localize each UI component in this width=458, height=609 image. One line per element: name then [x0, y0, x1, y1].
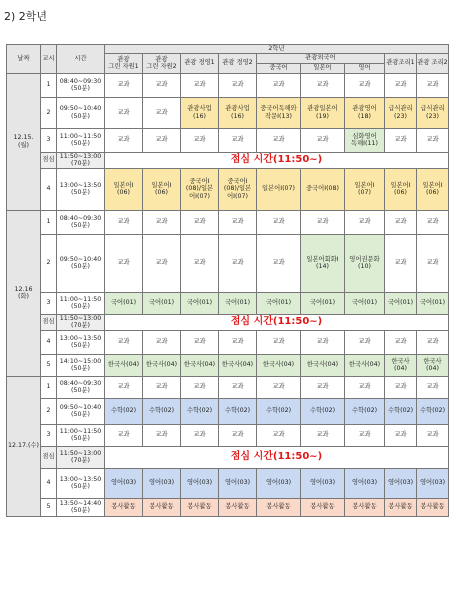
lunch-row	[7, 152, 449, 168]
class-cell: 교과	[417, 234, 449, 292]
class-cell: 교과	[301, 376, 345, 398]
period-cell: 2	[41, 97, 57, 128]
class-cell: 교과	[345, 376, 385, 398]
class-cell: 교과	[417, 210, 449, 234]
class-cell: 급식관리 (23)	[385, 97, 417, 128]
class-cell: 한국사(04)	[257, 354, 301, 376]
period-row	[7, 468, 449, 498]
class-cell: 관광영어 (18)	[345, 97, 385, 128]
class-cell: 교과	[105, 210, 143, 234]
header-time: 시간	[57, 45, 105, 74]
period-row	[7, 376, 449, 398]
class-cell: 교과	[385, 128, 417, 152]
class-cell: 교과	[143, 210, 181, 234]
class-cell: 국어(01)	[345, 292, 385, 314]
time-cell: 11:00~11:50 (50분)	[57, 424, 105, 446]
time-cell: 09:50~10:40 (50분)	[57, 398, 105, 424]
class-cell: 영어(03)	[417, 468, 449, 498]
header-col-1: 관광 그린 자원2	[143, 53, 181, 73]
period-cell: 5	[41, 354, 57, 376]
class-cell: 일본어Ⅰ (06)	[385, 168, 417, 210]
class-cell: 수학(02)	[257, 398, 301, 424]
period-cell: 3	[41, 292, 57, 314]
class-cell: 교과	[345, 73, 385, 97]
class-cell: 심화영어 독해Ⅰ(11)	[345, 128, 385, 152]
class-cell: 교과	[219, 128, 257, 152]
period-cell: 점심	[41, 446, 57, 468]
class-cell: 교과	[143, 424, 181, 446]
class-cell: 중국어Ⅰ (08)/일본 어Ⅰ(07)	[181, 168, 219, 210]
class-cell: 영어(03)	[345, 468, 385, 498]
period-row	[7, 97, 449, 128]
class-cell: 교과	[417, 73, 449, 97]
period-cell: 2	[41, 234, 57, 292]
class-cell: 교과	[219, 376, 257, 398]
header-date: 날짜	[7, 45, 41, 74]
period-cell: 1	[41, 376, 57, 398]
time-cell: 13:00~13:50 (50분)	[57, 468, 105, 498]
class-cell: 국어(01)	[301, 292, 345, 314]
time-cell: 13:00~13:50 (50분)	[57, 330, 105, 354]
header-foreign-group: 관광외국어	[257, 53, 385, 63]
period-cell: 1	[41, 210, 57, 234]
class-cell: 국어(01)	[105, 292, 143, 314]
class-cell: 교과	[219, 210, 257, 234]
class-cell: 교과	[143, 234, 181, 292]
time-cell: 08:40~09:30 (50분)	[57, 210, 105, 234]
class-cell: 급식관리 (23)	[417, 97, 449, 128]
page-title: 2) 2학년	[4, 10, 48, 23]
class-cell: 영어(03)	[257, 468, 301, 498]
class-cell: 중국어Ⅰ(08)	[301, 168, 345, 210]
class-cell: 일본어Ⅰ (07)	[345, 168, 385, 210]
class-cell: 교과	[385, 210, 417, 234]
class-cell: 교과	[417, 376, 449, 398]
lunch-time-label: 점심 시간(11:50~)	[105, 446, 449, 468]
class-cell: 교과	[257, 234, 301, 292]
period-row	[7, 354, 449, 376]
period-cell: 점심	[41, 314, 57, 330]
class-cell: 교과	[417, 424, 449, 446]
period-cell: 3	[41, 424, 57, 446]
time-cell: 08:40~09:30 (50분)	[57, 73, 105, 97]
class-cell: 봉사활동	[301, 498, 345, 516]
time-cell: 08:40~09:30 (50분)	[57, 376, 105, 398]
header-period: 교시	[41, 45, 57, 74]
class-cell: 교과	[257, 210, 301, 234]
class-cell: 관광일본어 (19)	[301, 97, 345, 128]
class-cell: 교과	[257, 424, 301, 446]
class-cell: 교과	[345, 424, 385, 446]
class-cell: 교과	[143, 330, 181, 354]
class-cell: 영어(03)	[219, 468, 257, 498]
class-cell: 국어(01)	[219, 292, 257, 314]
time-cell: 13:00~13:50 (50분)	[57, 168, 105, 210]
class-cell: 교과	[181, 376, 219, 398]
period-row	[7, 498, 449, 516]
class-cell: 수학(02)	[301, 398, 345, 424]
class-cell: 봉사활동	[219, 498, 257, 516]
class-cell: 영어(03)	[385, 468, 417, 498]
period-cell: 4	[41, 330, 57, 354]
time-cell: 11:50~13:00 (70분)	[57, 446, 105, 468]
period-row	[7, 330, 449, 354]
class-cell: 교과	[143, 128, 181, 152]
class-cell: 수학(02)	[219, 398, 257, 424]
time-cell: 13:50~14:40 (50분)	[57, 498, 105, 516]
class-cell: 한국사(04)	[143, 354, 181, 376]
class-cell: 교과	[385, 424, 417, 446]
class-cell: 교과	[301, 73, 345, 97]
time-cell: 14:10~15:00 (50분)	[57, 354, 105, 376]
class-cell: 영어(03)	[143, 468, 181, 498]
period-cell: 3	[41, 128, 57, 152]
period-row	[7, 234, 449, 292]
class-cell: 국어(01)	[257, 292, 301, 314]
period-row	[7, 292, 449, 314]
class-cell: 일본어Ⅰ(07)	[257, 168, 301, 210]
date-cell: 12.16 (화)	[7, 210, 41, 376]
header-col-5: 일본어	[301, 63, 345, 73]
class-cell: 교과	[105, 330, 143, 354]
class-cell: 국어(01)	[181, 292, 219, 314]
class-cell: 교과	[143, 376, 181, 398]
class-cell: 교과	[181, 234, 219, 292]
class-cell: 한국사(04)	[417, 354, 449, 376]
class-cell: 봉사활동	[345, 498, 385, 516]
class-cell: 수학(02)	[181, 398, 219, 424]
period-row	[7, 398, 449, 424]
class-cell: 교과	[301, 210, 345, 234]
class-cell: 교과	[417, 330, 449, 354]
header-col-6: 영어	[345, 63, 385, 73]
class-cell: 일본어Ⅰ (06)	[417, 168, 449, 210]
period-cell: 5	[41, 498, 57, 516]
class-cell: 교과	[181, 128, 219, 152]
time-cell: 09:50~10:40 (50분)	[57, 234, 105, 292]
class-cell: 교과	[385, 376, 417, 398]
class-cell: 교과	[345, 210, 385, 234]
class-cell: 봉사활동	[143, 498, 181, 516]
class-cell: 국어(01)	[417, 292, 449, 314]
timetable	[6, 44, 449, 517]
class-cell: 교과	[301, 128, 345, 152]
class-cell: 한국사(04)	[385, 354, 417, 376]
class-cell: 교과	[257, 73, 301, 97]
class-cell: 교과	[105, 234, 143, 292]
period-cell: 1	[41, 73, 57, 97]
time-cell: 09:50~10:40 (50분)	[57, 97, 105, 128]
class-cell: 교과	[385, 73, 417, 97]
class-cell: 영어(03)	[105, 468, 143, 498]
class-cell: 교과	[219, 424, 257, 446]
class-cell: 봉사활동	[181, 498, 219, 516]
class-cell: 수학(02)	[417, 398, 449, 424]
lunch-time-label: 점심 시간(11:50~)	[105, 152, 449, 168]
time-cell: 11:50~13:00 (70분)	[57, 152, 105, 168]
period-row	[7, 424, 449, 446]
period-cell: 4	[41, 468, 57, 498]
class-cell: 중국어독해와 작문Ⅰ(13)	[257, 97, 301, 128]
class-cell: 일본어회화Ⅰ (14)	[301, 234, 345, 292]
class-cell: 교과	[105, 97, 143, 128]
time-cell: 11:00~11:50 (50분)	[57, 128, 105, 152]
class-cell: 교과	[105, 73, 143, 97]
class-cell: 교과	[181, 210, 219, 234]
class-cell: 관광사업 (16)	[181, 97, 219, 128]
class-cell: 봉사활동	[417, 498, 449, 516]
class-cell: 봉사활동	[105, 498, 143, 516]
period-row	[7, 73, 449, 97]
header-grade: 2학년	[105, 45, 449, 54]
period-row	[7, 168, 449, 210]
class-cell: 영어권문화 (10)	[345, 234, 385, 292]
class-cell: 교과	[181, 330, 219, 354]
lunch-time-label: 점심 시간(11:50~)	[105, 314, 449, 330]
class-cell: 국어(01)	[385, 292, 417, 314]
date-cell: 12.17.(수)	[7, 376, 41, 516]
class-cell: 교과	[345, 330, 385, 354]
time-cell: 11:50~13:00 (70분)	[57, 314, 105, 330]
class-cell: 한국사(04)	[181, 354, 219, 376]
period-row	[7, 210, 449, 234]
class-cell: 관광사업 (16)	[219, 97, 257, 128]
class-cell: 일본어Ⅰ (06)	[143, 168, 181, 210]
header-col-8: 관광 조리2	[417, 53, 449, 73]
date-cell: 12.15. (월)	[7, 73, 41, 210]
period-cell: 2	[41, 398, 57, 424]
class-cell: 교과	[181, 73, 219, 97]
class-cell: 한국사(04)	[301, 354, 345, 376]
class-cell: 교과	[219, 330, 257, 354]
header-col-3: 관광 경영2	[219, 53, 257, 73]
header-col-7: 관광조리1	[385, 53, 417, 73]
class-cell: 교과	[257, 128, 301, 152]
class-cell: 한국사(04)	[345, 354, 385, 376]
class-cell: 수학(02)	[345, 398, 385, 424]
class-cell: 교과	[257, 330, 301, 354]
class-cell: 교과	[105, 128, 143, 152]
class-cell: 일본어Ⅰ (06)	[105, 168, 143, 210]
lunch-row	[7, 314, 449, 330]
class-cell: 한국사(04)	[219, 354, 257, 376]
class-cell: 영어(03)	[181, 468, 219, 498]
header-col-4: 중국어	[257, 63, 301, 73]
class-cell: 봉사활동	[257, 498, 301, 516]
class-cell: 교과	[385, 234, 417, 292]
class-cell: 교과	[105, 424, 143, 446]
class-cell: 교과	[385, 330, 417, 354]
class-cell: 봉사활동	[385, 498, 417, 516]
header-col-2: 관광 경영1	[181, 53, 219, 73]
class-cell: 교과	[219, 73, 257, 97]
class-cell: 교과	[257, 376, 301, 398]
class-cell: 국어(01)	[143, 292, 181, 314]
class-cell: 교과	[219, 234, 257, 292]
class-cell: 교과	[301, 424, 345, 446]
header-col-0: 관광 그린 자원1	[105, 53, 143, 73]
class-cell: 교과	[181, 424, 219, 446]
class-cell: 교과	[301, 330, 345, 354]
lunch-row	[7, 446, 449, 468]
class-cell: 수학(02)	[143, 398, 181, 424]
period-cell: 4	[41, 168, 57, 210]
period-row	[7, 128, 449, 152]
class-cell: 교과	[143, 97, 181, 128]
class-cell: 중국어Ⅰ (08)/일본 어Ⅰ(07)	[219, 168, 257, 210]
class-cell: 영어(03)	[301, 468, 345, 498]
class-cell: 수학(02)	[385, 398, 417, 424]
time-cell: 11:00~11:50 (50분)	[57, 292, 105, 314]
class-cell: 교과	[417, 128, 449, 152]
class-cell: 수학(02)	[105, 398, 143, 424]
class-cell: 교과	[105, 376, 143, 398]
class-cell: 한국사(04)	[105, 354, 143, 376]
period-cell: 점심	[41, 152, 57, 168]
class-cell: 교과	[143, 73, 181, 97]
